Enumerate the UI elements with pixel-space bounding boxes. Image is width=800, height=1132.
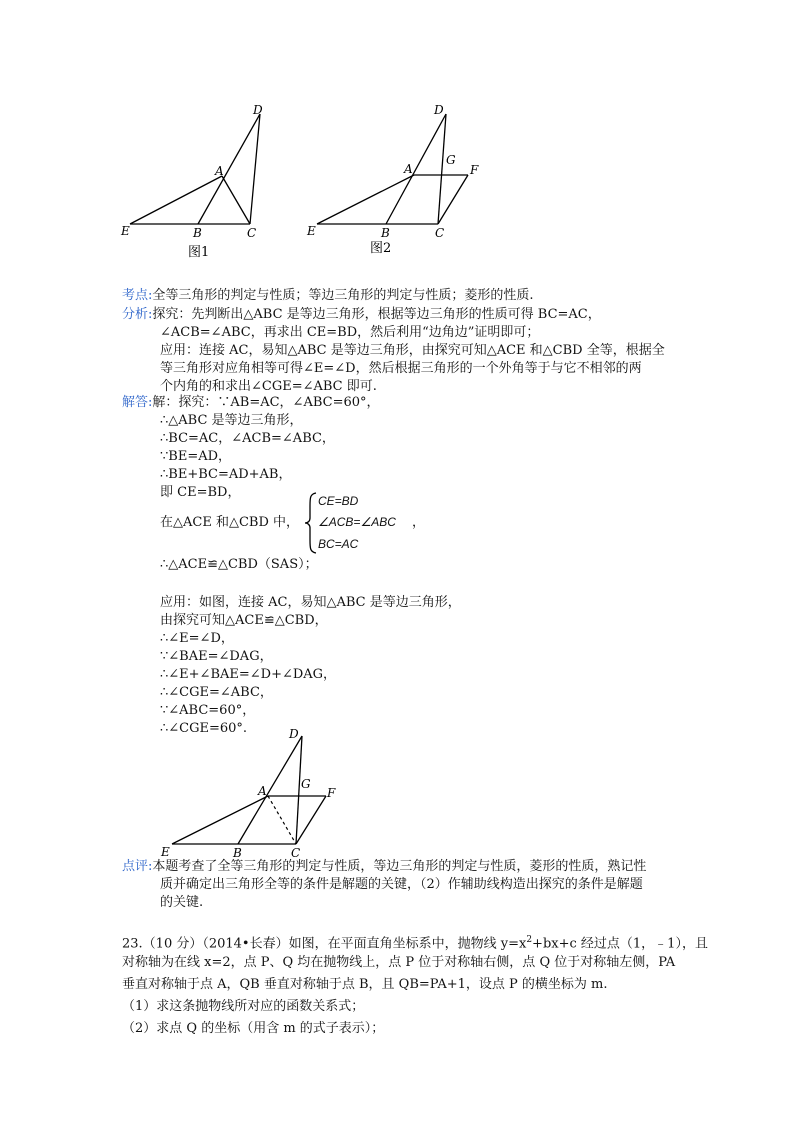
point-label-B: B bbox=[233, 846, 242, 860]
segment-DC bbox=[438, 114, 446, 224]
jieda-line-4: ∵BE=AD， bbox=[160, 449, 232, 464]
segment-CF bbox=[438, 175, 468, 224]
problem23-line-1: 23.（10 分）（2014•长春）如图，在平面直角坐标系中，抛物线 $y=x^2+bx+c$ 经过点（1，﹣1），且 bbox=[122, 935, 708, 952]
point-label-B: B bbox=[193, 226, 202, 240]
dianping-label: 点评: bbox=[122, 859, 153, 874]
figure-2-caption: 图2 bbox=[370, 241, 392, 256]
segment-AC-dashed bbox=[268, 796, 296, 844]
point-label-G: G bbox=[446, 153, 456, 167]
app-line-2: 由探究可知△ACE≌△CBD， bbox=[160, 613, 328, 628]
problem23-sub-1: （1）求这条抛物线所对应的函数关系式； bbox=[122, 999, 365, 1014]
dianping-line-3: 的关键. bbox=[160, 895, 204, 910]
brace bbox=[304, 492, 318, 554]
figure-1-caption: 图1 bbox=[188, 245, 210, 260]
jieda-label: 解答: bbox=[122, 395, 153, 410]
segment-CF bbox=[296, 796, 326, 844]
figure-1 bbox=[110, 100, 290, 260]
app-line-6: ∴∠CGE=∠ABC， bbox=[160, 685, 273, 700]
point-label-C: C bbox=[435, 226, 445, 240]
point-label-F: F bbox=[470, 163, 479, 177]
kaodian-label: 考点: bbox=[122, 288, 153, 303]
fenxi-line-1: 探究：先判断出△ABC 是等边三角形，根据等边三角形的性质可得 BC=AC， bbox=[152, 307, 601, 322]
system-eq-2: ∠ACB=∠ABC bbox=[318, 515, 396, 529]
segment-DC bbox=[250, 114, 260, 224]
point-label-C: C bbox=[247, 226, 257, 240]
dianping-line-2: 质并确定出三角形全等的条件是解题的关键，（2）作辅助线构造出探究的条件是解题 bbox=[160, 877, 643, 892]
segment-BD bbox=[198, 114, 260, 224]
app-line-8: ∴∠CGE=60°. bbox=[160, 721, 248, 736]
point-label-E: E bbox=[307, 224, 316, 238]
jieda-row bbox=[122, 394, 380, 411]
kaodian-text: 全等三角形的判定与性质；等边三角形的判定与性质；菱形的性质. bbox=[152, 288, 534, 303]
app-line-1: 应用：如图，连接 AC，易知△ABC 是等边三角形， bbox=[160, 595, 461, 610]
fenxi-line-4: 等三角形对应角相等可得∠E=∠D，然后根据三角形的一个外角等于与它不相邻的两 bbox=[160, 361, 642, 376]
jieda-line-2: ∴△ABC 是等边三角形， bbox=[160, 413, 303, 428]
figure-3 bbox=[160, 726, 350, 860]
kaodian-row bbox=[122, 287, 534, 304]
fenxi-line-2: ∠ACB=∠ABC，再求出 CE=BD，然后利用“边角边”证明即可； bbox=[160, 325, 540, 340]
fenxi-label: 分析: bbox=[122, 307, 153, 322]
dianping-line-1: 本题考查了全等三角形的判定与性质，等边三角形的判定与性质，菱形的性质，熟记性 bbox=[152, 859, 647, 874]
segment-EA bbox=[130, 176, 222, 224]
fenxi-line-3: 应用：连接 AC，易知△ABC 是等边三角形，由探究可知△ACE 和△CBD 全等，根据全 bbox=[160, 343, 665, 358]
point-label-D: D bbox=[434, 103, 444, 117]
app-line-4: ∵∠BAE=∠DAG， bbox=[160, 649, 273, 664]
system-eq-1: CE=BD bbox=[318, 494, 359, 508]
point-label-G: G bbox=[301, 777, 311, 791]
app-line-5: ∴∠E+∠BAE=∠D+∠DAG， bbox=[160, 667, 337, 682]
system-eq-3: BC=AC bbox=[318, 537, 359, 551]
app-line-3: ∴∠E=∠D， bbox=[160, 631, 234, 646]
dianping-row bbox=[122, 858, 646, 875]
point-label-A: A bbox=[258, 784, 267, 798]
problem23-line-2: 对称轴为在线 x=2，点 P、Q 均在抛物线上，点 P 位于对称轴右侧，点 Q 位于对称轴左侧，PA bbox=[122, 955, 676, 970]
point-label-B: B bbox=[381, 226, 390, 240]
segment-BD bbox=[238, 736, 302, 844]
point-label-E: E bbox=[121, 224, 130, 238]
point-label-A: A bbox=[404, 162, 413, 176]
fenxi-line-5: 个内角的和求出∠CGE=∠ABC 即可. bbox=[160, 379, 377, 394]
jieda-line-3: ∴BC=AC，∠ACB=∠ABC， bbox=[160, 431, 335, 446]
jieda-line-6: 即 CE=BD， bbox=[160, 485, 241, 500]
fenxi-row bbox=[122, 306, 601, 323]
point-label-A: A bbox=[215, 164, 224, 178]
segment-AC bbox=[222, 176, 250, 224]
point-label-D: D bbox=[289, 727, 299, 741]
segment-EA bbox=[172, 796, 268, 844]
system-suffix: ， bbox=[412, 515, 426, 530]
segment-BD bbox=[386, 114, 446, 224]
jieda-line-1: 解：探究：∵AB=AC，∠ABC=60°， bbox=[152, 395, 380, 410]
congruence-line: ∴△ACE≌△CBD（SAS）； bbox=[160, 557, 318, 572]
problem23-sub-2: （2）求点 Q 的坐标（用含 m 的式子表示）； bbox=[122, 1021, 385, 1036]
jieda-line-5: ∴BE+BC=AD+AB， bbox=[160, 467, 292, 482]
point-label-E: E bbox=[161, 845, 170, 859]
app-line-7: ∵∠ABC=60°， bbox=[160, 703, 256, 718]
point-label-F: F bbox=[327, 786, 336, 800]
point-label-C: C bbox=[291, 846, 301, 860]
figure-2 bbox=[300, 100, 500, 260]
problem23-line-3: 垂直对称轴于点 A，QB 垂直对称轴于点 B，且 QB=PA+1，设点 P 的横坐标为 m. bbox=[122, 977, 608, 992]
system-prefix: 在△ACE 和△CBD 中， bbox=[160, 515, 300, 530]
point-label-D: D bbox=[253, 103, 263, 117]
